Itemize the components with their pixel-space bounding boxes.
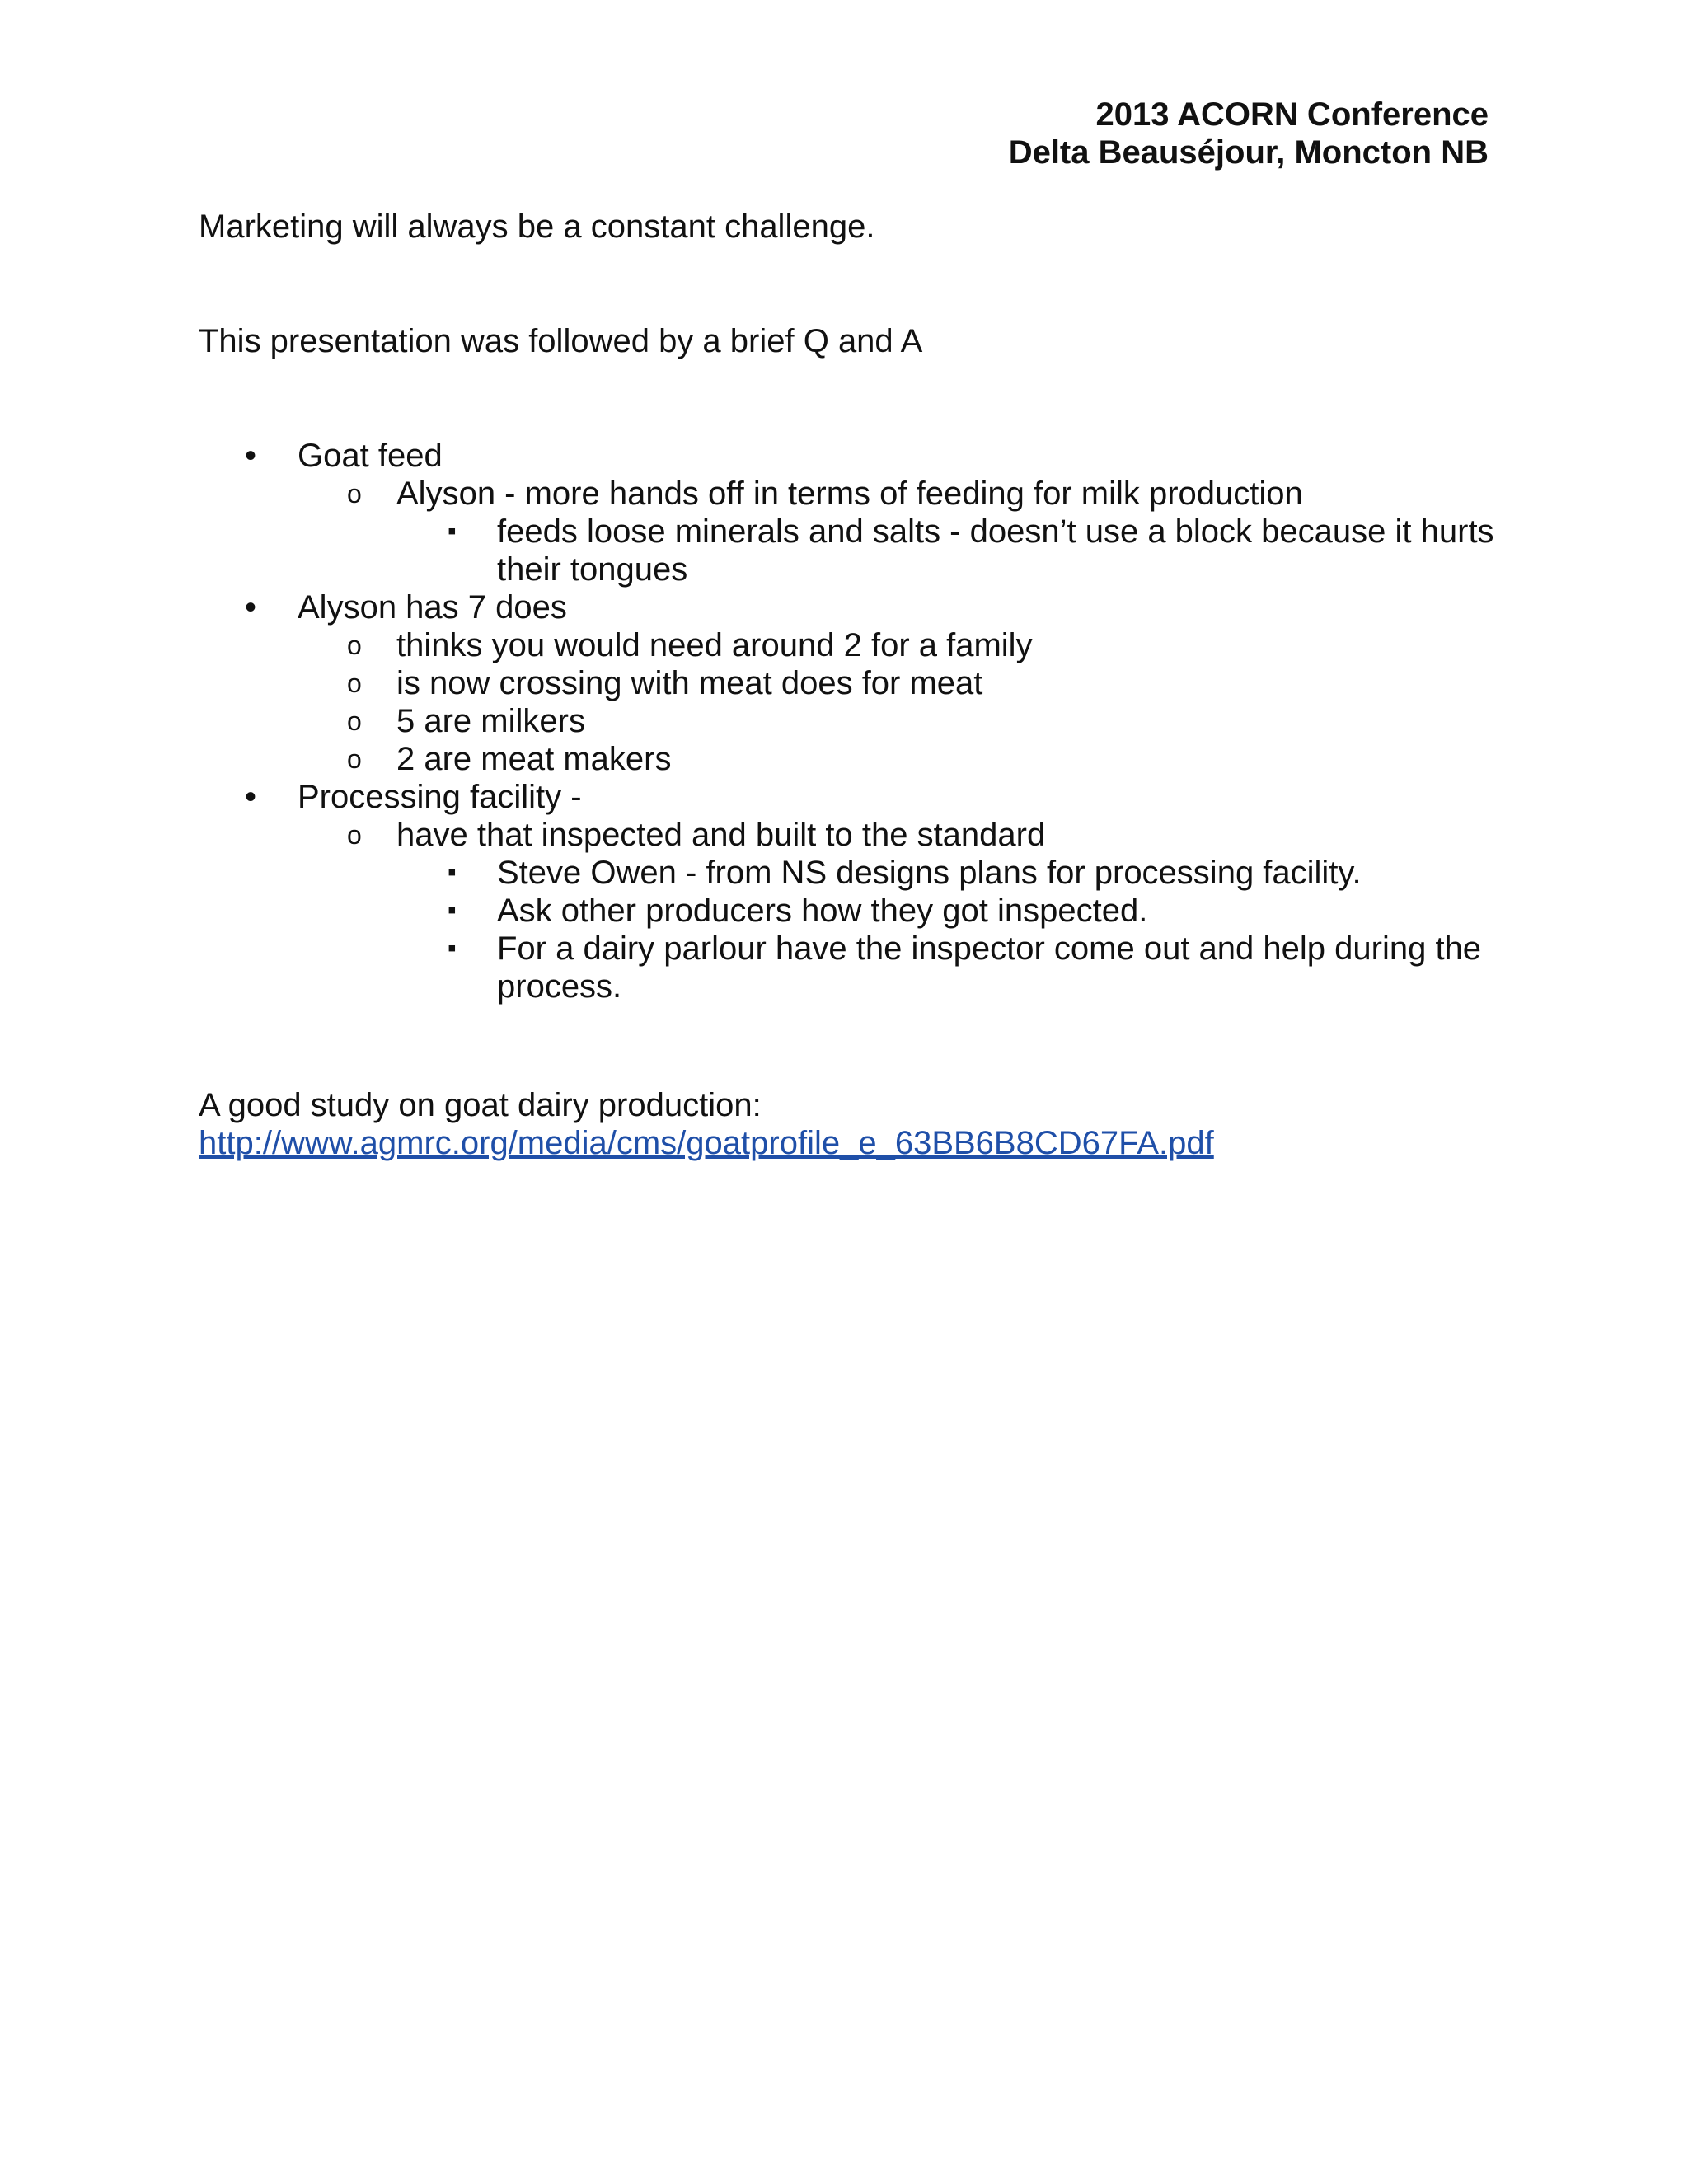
qa-bullet-list [199,437,1501,1005]
list-item [199,437,1501,475]
list-item [199,588,1501,626]
bullet-marker: o [347,744,362,774]
list-item [199,892,1501,930]
list-item [199,854,1501,892]
list-item [199,475,1501,513]
list-item-label: Processing facility - [298,779,582,815]
bullet-marker: • [245,589,257,626]
bullet-marker: o [347,706,362,736]
list-item-label: have that inspected and built to the standard [396,817,1046,853]
study-link[interactable]: http://www.agmrc.org/media/cms/goatprofile_e_63BB6B8CD67FA.pdf [199,1125,1214,1161]
bullet-marker: ▪ [448,935,457,962]
list-item [199,930,1501,1005]
bullet-marker: o [347,630,362,660]
list-item-label: Alyson - more hands off in terms of feeding for milk production [396,476,1303,512]
bullet-marker: o [347,668,362,698]
list-item-label: thinks you would need around 2 for a family [396,627,1033,663]
bullet-marker: o [347,479,362,509]
bullet-marker: • [245,779,257,815]
list-item-label: Steve Owen - from NS designs plans for processing facility. [497,855,1362,891]
list-item-label: Alyson has 7 does [298,589,567,626]
list-item [199,816,1501,854]
list-item-label: For a dairy parlour have the inspector come out and help during the process. [497,930,1482,1005]
list-item-label: is now crossing with meat does for meat [396,665,983,701]
bullet-marker: ▪ [448,897,457,924]
list-item-label: 2 are meat makers [396,741,672,777]
list-item [199,626,1501,664]
bullet-marker: • [245,438,257,474]
list-item [199,664,1501,702]
list-item [199,513,1501,588]
conference-title: 2013 ACORN Conference [1095,96,1489,133]
list-item-label: feeds loose minerals and salts - doesn’t use a block because it hurts their tongues [497,513,1494,588]
document-header [1009,96,1489,171]
bullet-marker: ▪ [448,859,457,886]
study-section [199,1086,1214,1162]
list-item-label: Ask other producers how they got inspected. [497,893,1148,929]
study-label: A good study on goat dairy production: [199,1087,762,1123]
bullet-marker: ▪ [448,518,457,545]
bullet-marker: o [347,820,362,850]
list-item [199,740,1501,778]
list-item-label: Goat feed [298,438,443,474]
list-item [199,778,1501,816]
qa-intro-paragraph: This presentation was followed by a brief Q and A [199,323,923,359]
conference-venue: Delta Beauséjour, Moncton NB [1008,134,1489,171]
marketing-paragraph: Marketing will always be a constant challenge. [199,209,875,245]
list-item-label: 5 are milkers [396,703,585,739]
list-item [199,702,1501,740]
